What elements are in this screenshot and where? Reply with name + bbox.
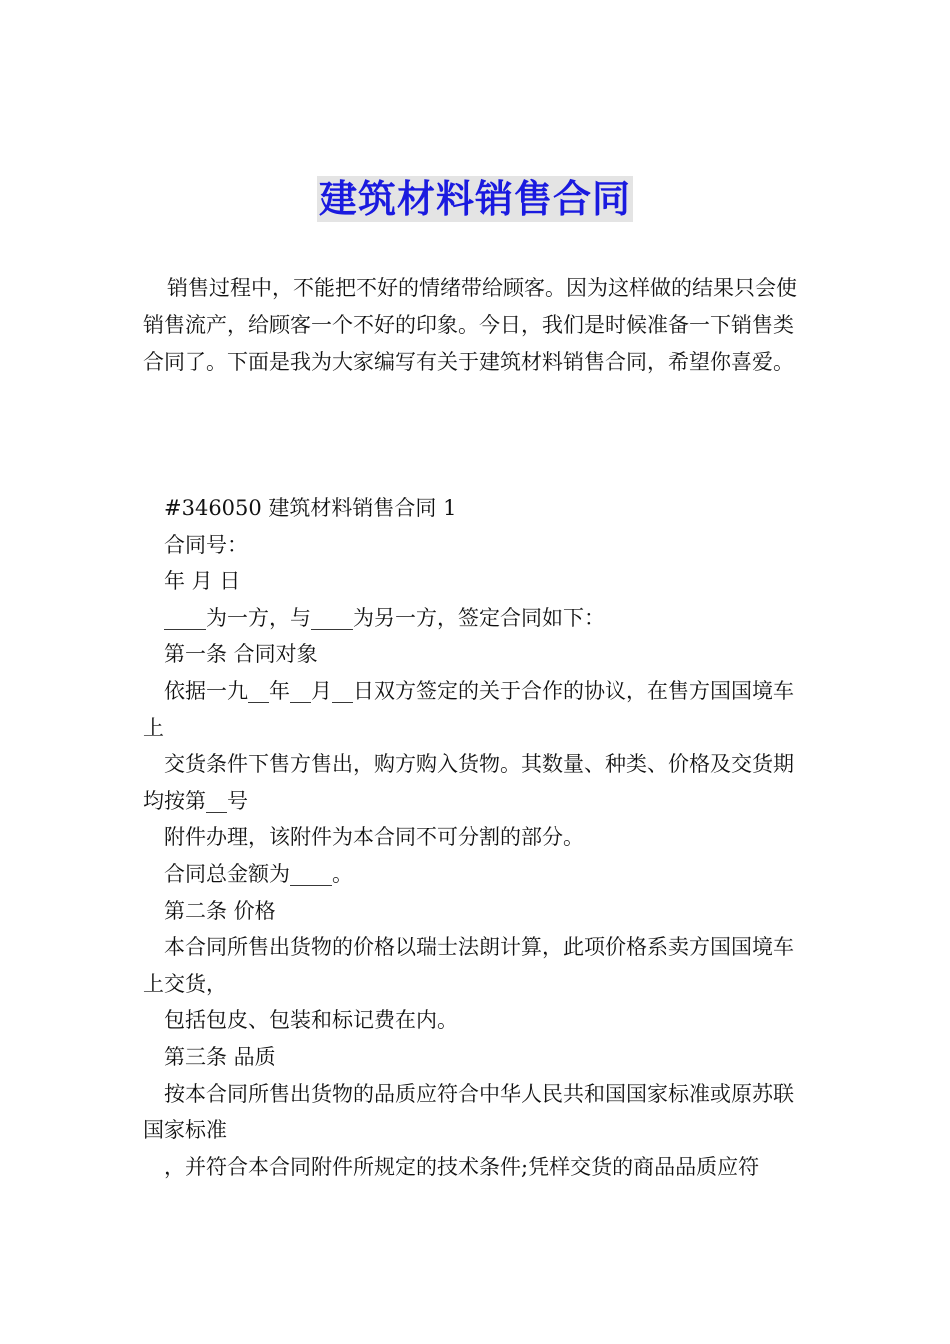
- article-3-title: 第三条 品质: [164, 1044, 276, 1069]
- contract-date: 年 月 日: [164, 569, 241, 594]
- article-1-title: 第一条 合同对象: [164, 642, 318, 667]
- article-3-text-1: 按本合同所售出货物的品质应符合中华人民共和国国家标准或原苏联国家标准: [143, 1081, 794, 1143]
- document-title: 建筑材料销售合同: [318, 177, 631, 221]
- contract-heading: #346050 建筑材料销售合同 1: [164, 496, 457, 520]
- intro-paragraph: 销售过程中，不能把不好的情绪带给顾客。因为这样做的结果只会使销售流产，给顾客一个不好的印象。今日，我们是时候准备一下销售类合同了。下面是我为大家编写有关于建筑材料销售合同，希望你喜爱。: [143, 276, 797, 374]
- article-1-total: 合同总金额为____。: [164, 861, 353, 886]
- article-1-text-3: 附件办理，该附件为本合同不可分割的部分。: [164, 825, 584, 850]
- contract-parties: ____为一方，与____为另一方，签定合同如下：: [164, 605, 605, 630]
- contract-body: [143, 490, 807, 1185]
- contract-number: 合同号：: [164, 532, 248, 557]
- article-1-text-1: 依据一九__年__月__日双方签定的关于合作的协议，在售方国国境车上: [143, 678, 794, 740]
- article-2-text-1: 本合同所售出货物的价格以瑞士法朗计算，此项价格系卖方国国境车上交货，: [143, 935, 794, 996]
- article-3-text-2: ，并符合本合同附件所规定的技术条件;凭样交货的商品品质应符: [164, 1154, 760, 1179]
- article-1-text-2: 交货条件下售方售出，购方购入货物。其数量、种类、价格及交货期均按第__号: [143, 752, 794, 813]
- title-container: [0, 176, 950, 222]
- article-2-title: 第二条 价格: [164, 898, 276, 923]
- article-2-text-2: 包括包皮、包装和标记费在内。: [164, 1008, 458, 1033]
